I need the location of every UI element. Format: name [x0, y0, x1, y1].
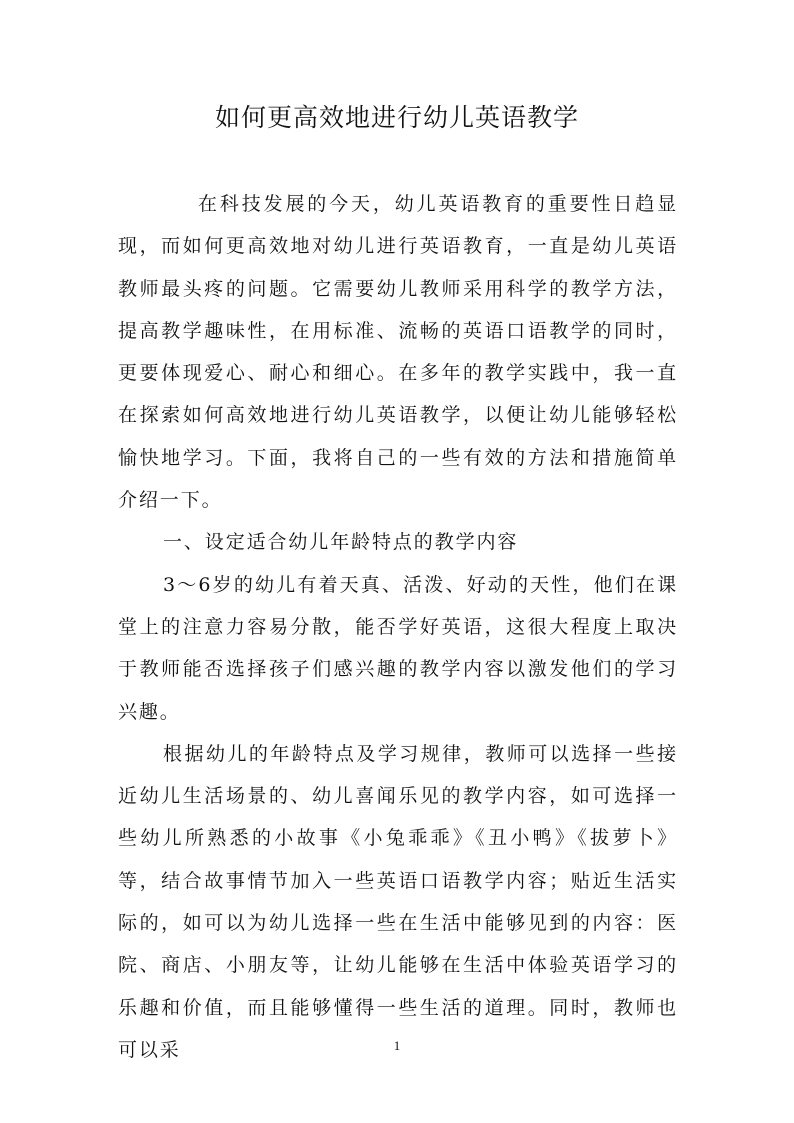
document-body	[118, 183, 678, 1071]
page-number: 1	[393, 1038, 401, 1053]
body-paragraph: 3～6岁的幼儿有着天真、活泼、好动的天性，他们在课堂上的注意力容易分散，能否学好英语，这很大程度上取决于教师能否选择孩子们感兴趣的教学内容以激发他们的学习兴趣。	[118, 573, 678, 723]
body-paragraph: 根据幼儿的年龄特点及学习规律，教师可以选择一些接近幼儿生活场景的、幼儿喜闻乐见的教学内容，如可选择一些幼儿所熟悉的小故事《小兔乖乖》《丑小鸭》《拔萝卜》等，结合故事情节加入一些英语口语教学内容；贴近生活实际的，如可以为幼儿选择一些在生活中能够见到的内容：医院、商店、小朋友等，让幼儿能够在生活中体验英语学习的乐趣和价值，而且能够懂得一些生活的道理。同时，教师也可以采	[118, 742, 678, 1061]
intro-paragraph: 在科技发展的今天，幼儿英语教育的重要性日趋显现，而如何更高效地对幼儿进行英语教育，一直是幼儿英语教师最头疼的问题。它需要幼儿教师采用科学的教学方法，提高教学趣味性，在用标准、流畅的英语口语教学的同时，更要体现爱心、耐心和细心。在多年的教学实践中，我一直在探索如何高效地进行幼儿英语教学，以便让幼儿能够轻松愉快地学习。下面，我将自己的一些有效的方法和措施简单介绍一下。	[118, 193, 678, 512]
document-title: 如何更高效地进行幼儿英语教学	[214, 103, 579, 132]
section-heading: 一、设定适合幼儿年龄特点的教学内容	[163, 531, 519, 554]
